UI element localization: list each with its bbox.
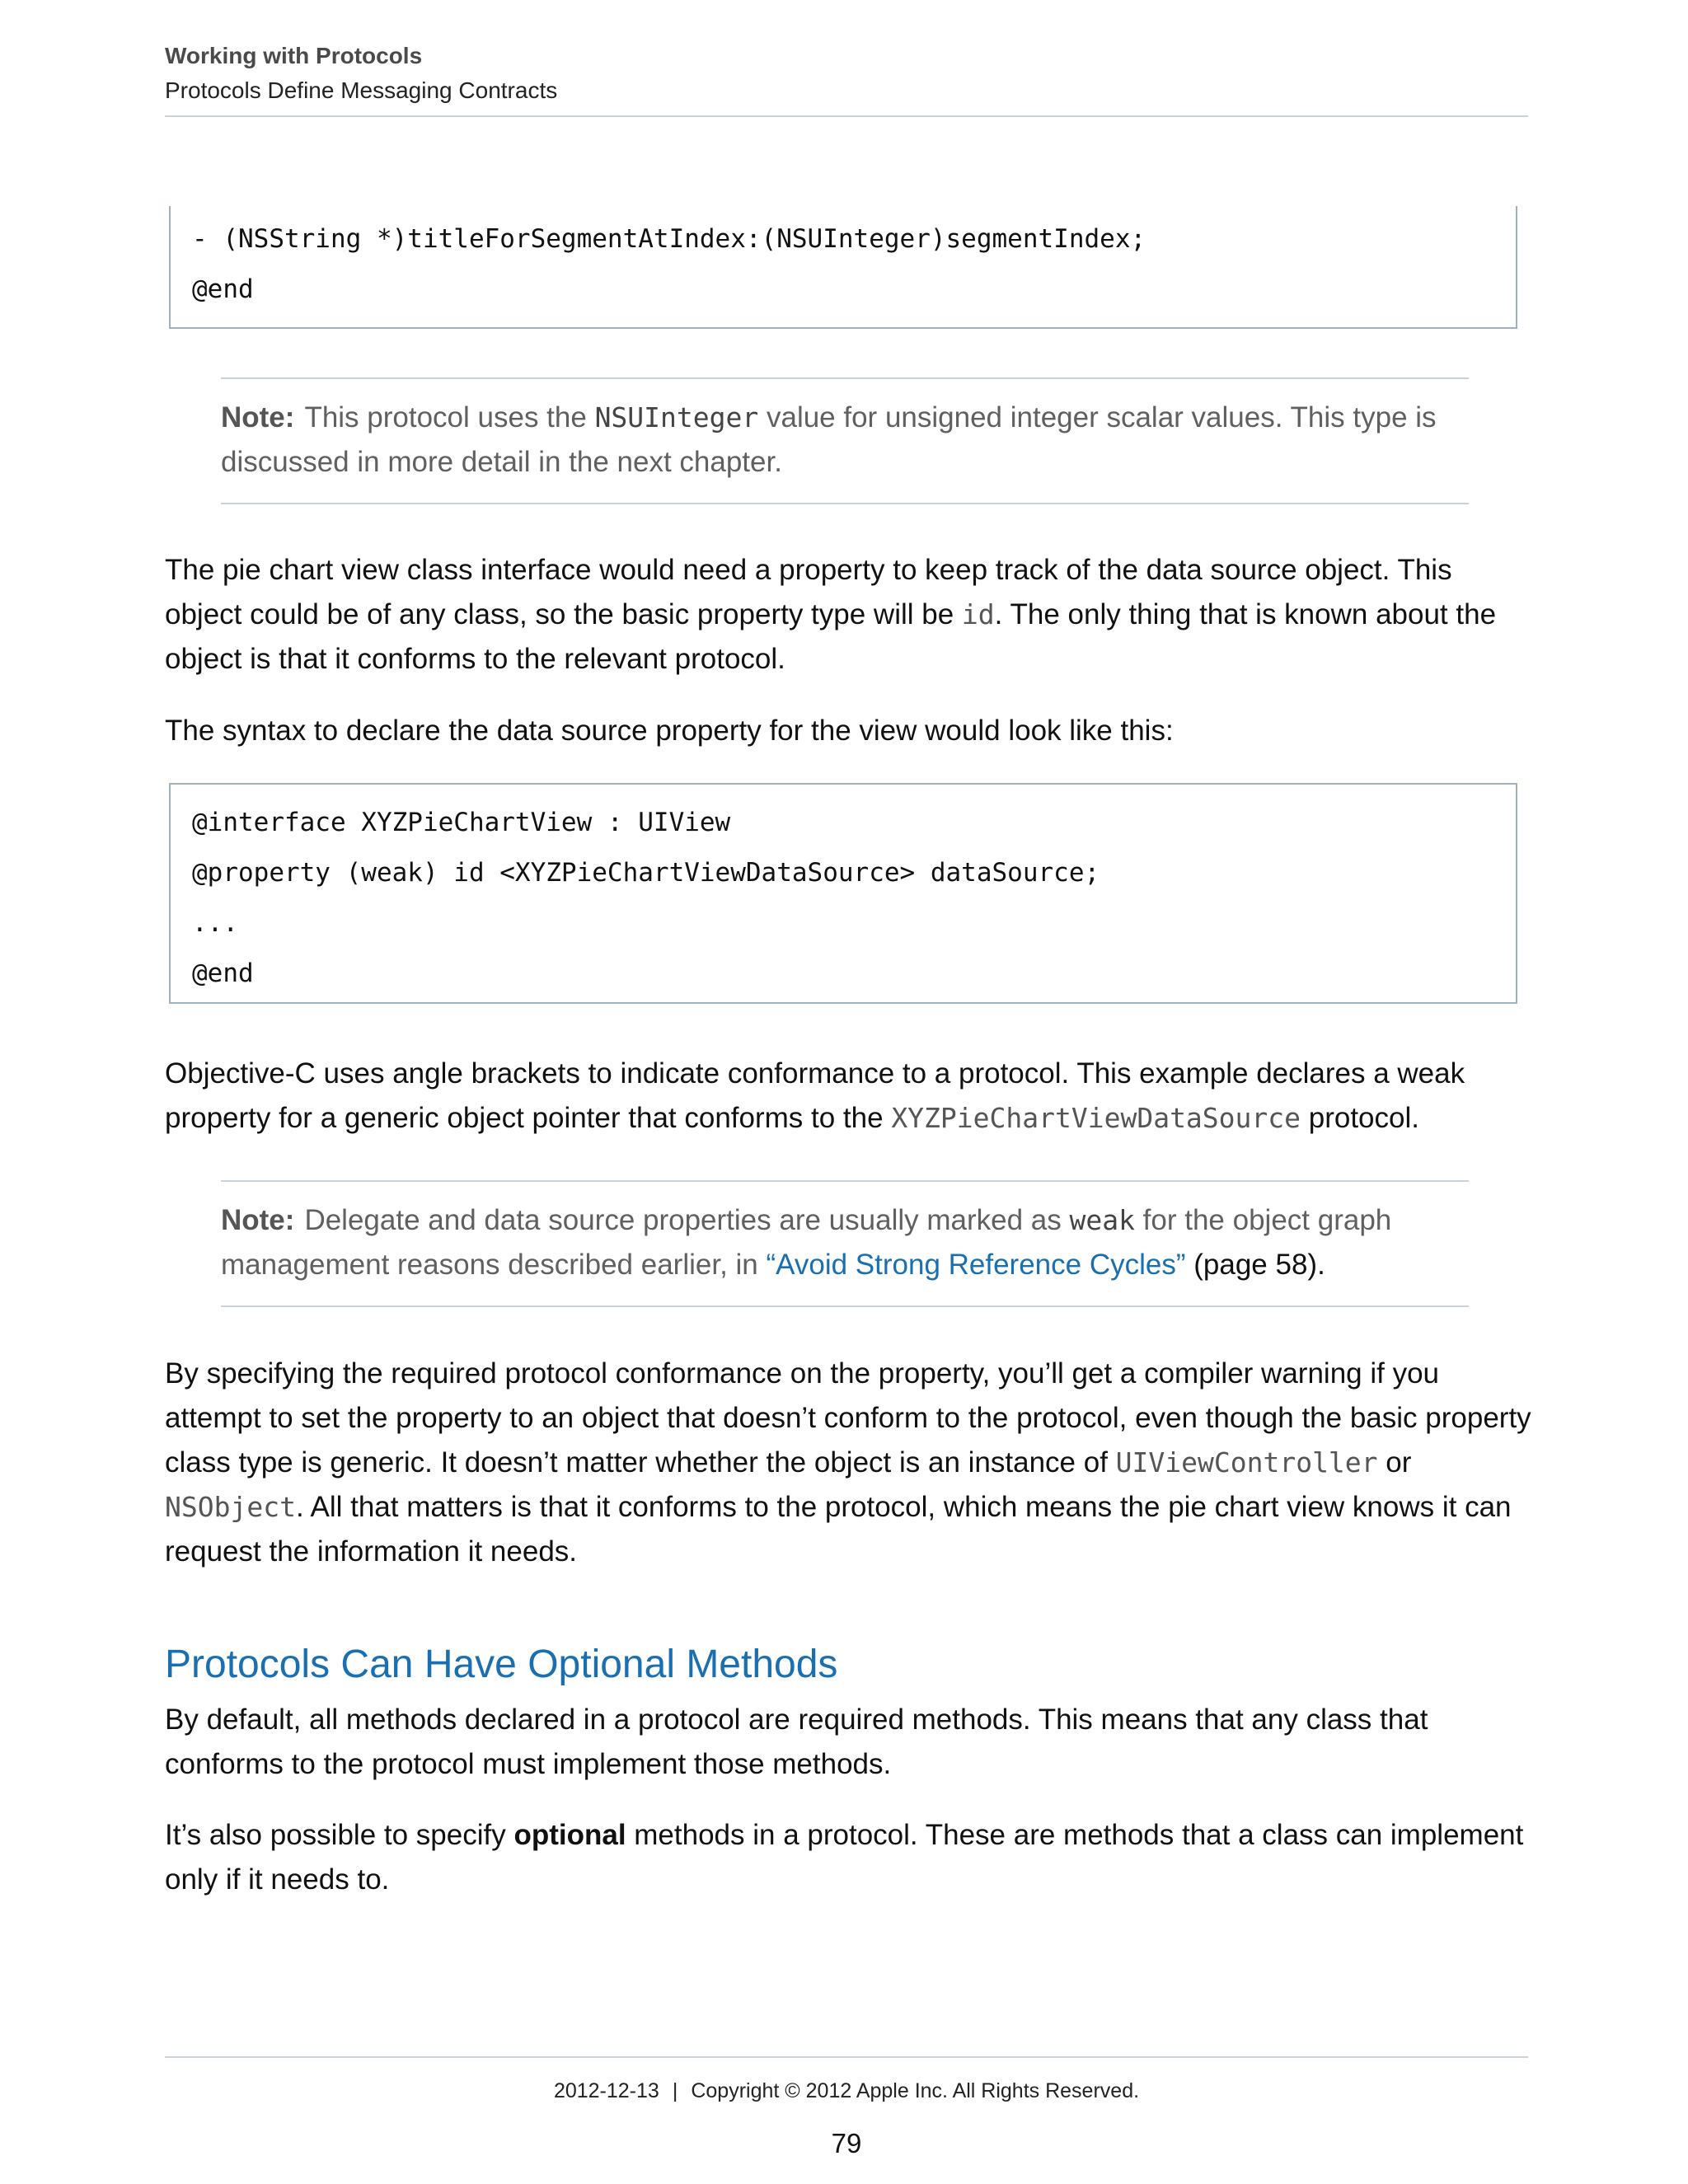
page-footer <box>165 2056 1528 2160</box>
note-label: Note: <box>221 1204 295 1236</box>
paragraph-text: By specifying the required protocol conformance on the property, you’ll get a compiler warning if you attempt to set the property to an object that doesn’t conform to the protocol, even though the basic property class type is generic. It doesn’t matter whether the object is an instance of <box>165 1357 1531 1479</box>
footer-copyright: Copyright © 2012 Apple Inc. All Rights Reserved. <box>691 2079 1140 2102</box>
paragraph-required-methods: By default, all methods declared in a protocol are required methods. This means that any class that conforms to the protocol must implement those methods. <box>165 1704 1428 1780</box>
section-heading: Protocols Can Have Optional Methods <box>165 1643 838 1686</box>
page-reference: (page 58). <box>1185 1249 1325 1281</box>
page-header <box>165 36 1528 117</box>
note-label: Note: <box>221 401 295 434</box>
note-text: This protocol uses the <box>304 401 595 434</box>
inline-code: weak <box>1069 1204 1135 1236</box>
code-line: @interface XYZPieChartView : UIView <box>192 808 731 837</box>
inline-code: NSObject <box>165 1491 296 1523</box>
cross-reference-link[interactable]: “Avoid Strong Reference Cycles” <box>766 1249 1186 1281</box>
note-text: value for unsigned integer scalar values. This type is discussed in more detail in the next chapter. <box>221 401 1437 478</box>
code-line: @property (weak) id <XYZPieChartViewDataSource> dataSource; <box>192 858 1100 888</box>
paragraph-optional-methods <box>165 1813 1533 1902</box>
note-weak-properties <box>221 1180 1469 1307</box>
note-text: Delegate and data source properties are usually marked as <box>304 1204 1070 1236</box>
note-text: for the object graph management reasons described earlier, in <box>221 1204 1392 1281</box>
paragraph-text: Objective-C uses angle brackets to indicate conformance to a protocol. This example declares a weak property for a generic object pointer that conforms to the <box>165 1057 1465 1134</box>
code-line: ... <box>192 908 238 938</box>
code-block-interface <box>169 783 1517 1004</box>
paragraph-text: or <box>1377 1446 1412 1479</box>
code-line: @end <box>192 274 254 304</box>
footer-copyright-line <box>165 2076 1528 2106</box>
paragraph-text: The pie chart view class interface would need a property to keep track of the data source object. This object could be of any class, so the basic property type will be <box>165 554 1452 630</box>
paragraph-syntax-intro: The syntax to declare the data source property for the view would look like this: <box>165 715 1174 747</box>
paragraph-text: It’s also possible to specify <box>165 1819 514 1851</box>
footer-separator: | <box>672 2079 678 2102</box>
bold-term: optional <box>513 1819 626 1851</box>
paragraph-text: . All that matters is that it conforms to the protocol, which means the pie chart view knows it can request the information it needs. <box>165 1491 1512 1568</box>
note-nsuinteger <box>221 377 1469 504</box>
inline-code: UIViewController <box>1115 1446 1378 1479</box>
paragraph-text: . The only thing that is known about the object is that it conforms to the relevant protocol. <box>165 598 1497 675</box>
inline-code: XYZPieChartViewDataSource <box>891 1102 1301 1134</box>
inline-code: NSUInteger <box>594 401 759 434</box>
code-block-continued <box>169 206 1517 329</box>
inline-code: id <box>961 598 995 630</box>
header-chapter-title: Working with Protocols <box>165 43 423 68</box>
header-section-title: Protocols Define Messaging Contracts <box>165 77 558 103</box>
paragraph-text: protocol. <box>1301 1102 1419 1134</box>
paragraph-angle-brackets <box>165 1052 1533 1141</box>
paragraph-data-source-property <box>165 548 1533 682</box>
paragraph-text: methods in a protocol. These are methods that a class can implement only if it needs to. <box>165 1819 1524 1896</box>
footer-date: 2012-12-13 <box>553 2079 659 2102</box>
code-line: - (NSString *)titleForSegmentAtIndex:(NSUInteger)segmentIndex; <box>192 224 1146 254</box>
page-number: 79 <box>831 2128 862 2158</box>
paragraph-compiler-warning <box>165 1352 1533 1574</box>
code-line: @end <box>192 958 254 988</box>
